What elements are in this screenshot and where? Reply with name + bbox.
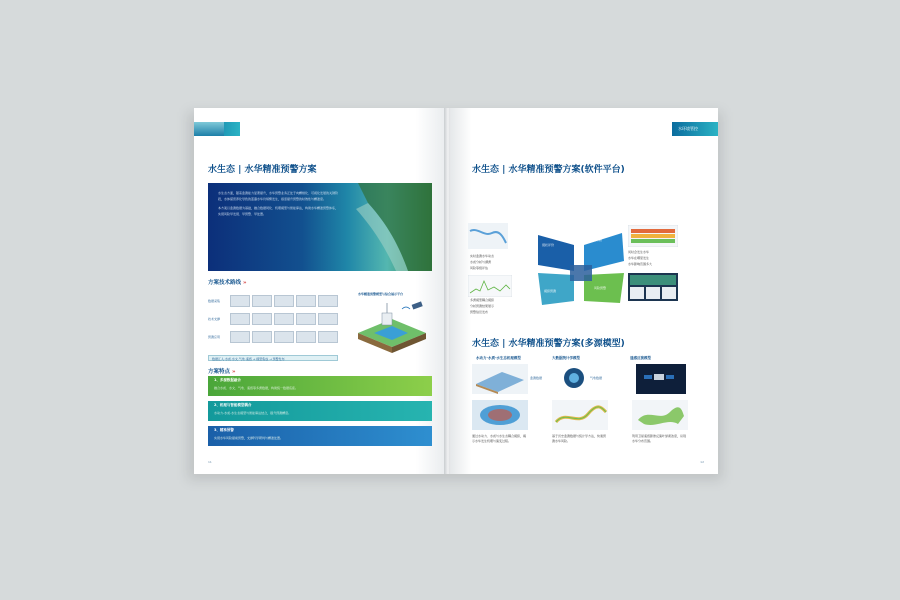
- diagram-label-predict: 预测应用: [208, 335, 221, 339]
- section-features-title: 方案特点: [208, 369, 231, 375]
- diagram-thumb: [318, 331, 338, 343]
- right-page: [450, 108, 718, 474]
- bloom-map-illustration: [632, 400, 688, 430]
- monitoring-station-illustration: [352, 299, 432, 353]
- shoreline-graphic: [208, 183, 432, 271]
- right-tab-label: 水环境管控: [678, 126, 698, 131]
- diagram-platform-title: 水华精准预警模型与综合展示平台: [358, 292, 404, 296]
- module-risk-warning: 风险预警: [594, 286, 607, 290]
- chevron-right-icon: »: [231, 369, 236, 375]
- module-status-eval: 现状评价: [542, 243, 555, 247]
- lake-hero-image: [208, 183, 432, 271]
- lake-circulation-illustration: [472, 400, 528, 430]
- software-section-title: 水生态 | 水华精准预警方案(软件平台): [472, 165, 625, 175]
- diagram-label-data: 数据采集: [208, 299, 221, 303]
- chevron-right-icon: »: [242, 280, 247, 286]
- diagram-thumb: [252, 313, 272, 325]
- feature-2-title: 2、机理与智能模型耦合: [214, 403, 252, 407]
- diagram-thumb: [296, 331, 316, 343]
- caption-bottom-3: 预警信息发布: [470, 310, 489, 314]
- feature-2-desc: 水动力-水质-水生态模型与智能算法结合，提升预测精度。: [214, 411, 292, 415]
- hero-paragraph-1: 水生态方面，随着监测能力显著提升，水华预警业务正处于向精细化、可视化发展的关键阶段，水体富营养化导致的蓝藻水华仍频繁发生，亟需提升预警的时效性与精准度。: [218, 191, 339, 201]
- caption-left-1: 实时监测水华动态: [470, 254, 495, 258]
- model-header-statistics: 大数据统计学模型: [552, 356, 580, 360]
- right-page-number: 12: [700, 460, 704, 464]
- software-captions-bottom: [470, 297, 514, 315]
- software-captions-left: [470, 253, 510, 271]
- caption-bottom-1: 多源模型耦合模拟: [470, 298, 495, 302]
- diagram-thumb: [230, 313, 250, 325]
- river-network-illustration: [552, 400, 608, 430]
- diagram-thumb: [274, 313, 294, 325]
- data-flow-strip: 数据汇入·水质·水文·气象·遥感 → 模型集成 → 预警发布: [208, 355, 338, 361]
- section-route-title: 方案技术路线: [208, 280, 242, 286]
- diagram-thumb: [318, 295, 338, 307]
- module-simulation: 模拟预测: [544, 289, 557, 293]
- caption-left-3: 风险等级评估: [470, 266, 489, 270]
- feature-bar-3: [208, 426, 432, 446]
- left-page-number: 11: [208, 460, 212, 464]
- section-features-heading: [208, 367, 236, 375]
- software-captions-right: [628, 249, 688, 267]
- feature-3-desc: 实现水华风险提前预警，支撑科学研判与精准处置。: [214, 436, 284, 440]
- diagram-thumb: [252, 295, 272, 307]
- satellite-illustration: [636, 364, 686, 394]
- dashboard-thumbnail: [628, 273, 678, 301]
- model-input-weather: 气象数据: [590, 376, 603, 380]
- model-desc-remote-sensing: 利用卫星遥感影像反演叶绿素浓度，识别水华分布范围。: [632, 434, 687, 443]
- caption-bottom-2: 分析预测结果展示: [470, 304, 495, 308]
- hero-paragraph-2: 本方案以监测数据为基础，融合数据同化、机理模型与智能算法，构建水华精准预警体系，实现风险早发现、早预警、早处置。: [218, 206, 339, 216]
- model-input-monitoring: 监测数据: [530, 376, 543, 380]
- diagram-thumb: [274, 331, 294, 343]
- line-chart-thumbnail: [468, 275, 512, 297]
- diagram-label-tech: 技术支撑: [208, 317, 221, 321]
- statistics-model-illustration: [560, 366, 588, 390]
- caption-right-2: 水华在哪里发生: [628, 256, 650, 260]
- diagram-thumb: [318, 313, 338, 325]
- caption-right-3: 水华影响范围多大: [628, 262, 653, 266]
- caption-right-1: 何时会发生水华: [628, 250, 650, 254]
- hydrodynamic-model-illustration: [472, 364, 528, 394]
- multi-source-models: [456, 356, 716, 468]
- caption-left-2: 水质分析与溯源: [470, 260, 492, 264]
- diagram-thumb: [230, 295, 250, 307]
- diagram-thumb: [296, 295, 316, 307]
- heatmap-chart-thumbnail: [628, 225, 678, 247]
- diagram-thumb: [296, 313, 316, 325]
- diagram-thumb: [230, 331, 250, 343]
- module-monitoring: 监测分析: [590, 238, 603, 242]
- right-header-tab: [672, 122, 718, 136]
- model-desc-mechanism: 通过水动力、水质与水生态耦合模拟，揭示水华发生机理与演变过程。: [472, 434, 527, 443]
- feature-bar-2: [208, 401, 432, 421]
- left-page-title: 水生态 | 水华精准预警方案: [208, 165, 317, 175]
- technical-route-diagram: [208, 289, 432, 353]
- river-map-thumbnail: [468, 223, 508, 249]
- left-header-sea-image: [194, 122, 224, 136]
- model-header-remote-sensing: 遥感反演模型: [630, 356, 651, 360]
- model-desc-statistics: 基于历史监测数据与统计学方法，快速预测水华风险。: [552, 434, 607, 443]
- feature-1-title: 1、多源数据融合: [214, 378, 241, 382]
- feature-3-title: 3、精准预警: [214, 428, 234, 432]
- software-platform-diagram: [456, 223, 716, 316]
- left-page: [194, 108, 446, 474]
- model-header-mechanism: 水动力-水质-水生态机理模型: [476, 356, 521, 360]
- feature-1-desc: 融合水质、水文、气象、遥感等多源数据，构建统一数据底座。: [214, 386, 299, 390]
- feature-bar-1: [208, 376, 432, 396]
- models-section-title: 水生态 | 水华精准预警方案(多源模型): [472, 339, 625, 349]
- diagram-thumb: [274, 295, 294, 307]
- section-route-heading: [208, 278, 247, 286]
- diagram-thumb: [252, 331, 272, 343]
